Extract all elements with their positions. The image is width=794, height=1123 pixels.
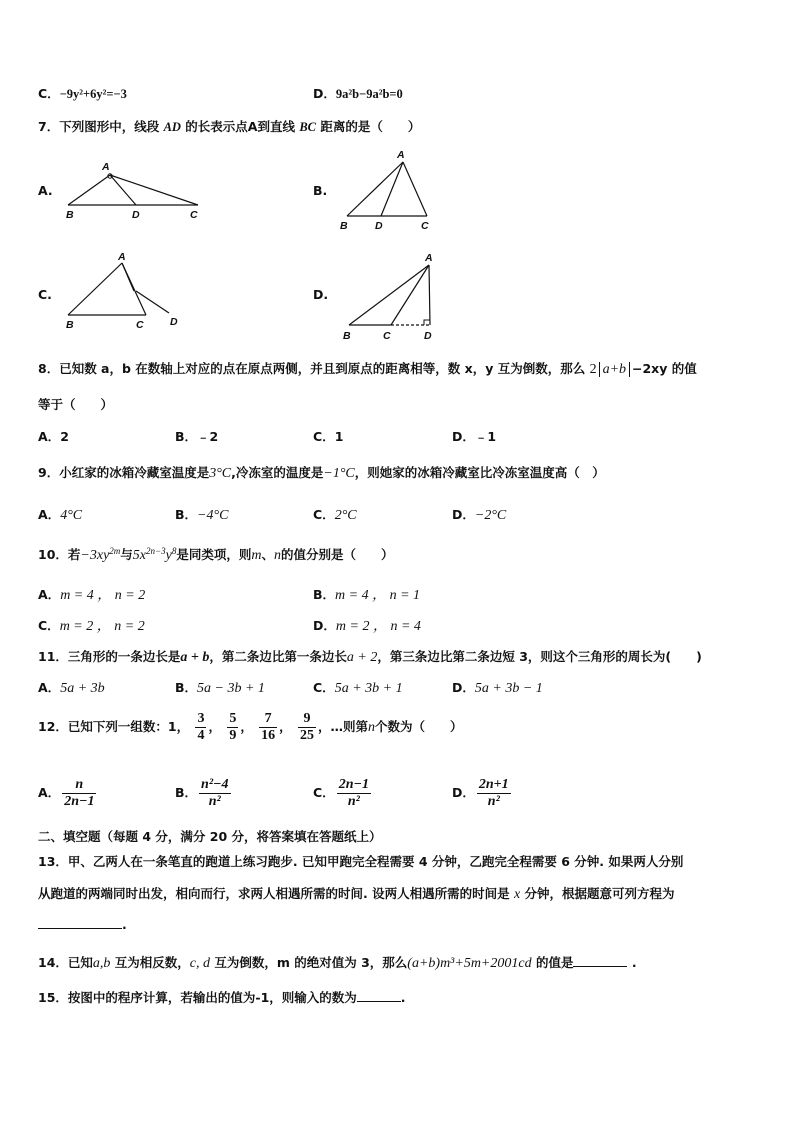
q12-option-d: D． $\frac{2n+1}{\text{n²}}$ xyxy=(452,777,509,809)
q7-figure-c xyxy=(60,250,190,335)
fig-c-label-d: D xyxy=(170,316,178,328)
q8-option-b: B．﹣2 xyxy=(175,429,219,444)
q15-answer-blank[interactable] xyxy=(357,989,401,1002)
fig-a-label-a: A xyxy=(102,161,110,173)
q12-frac-2: $\frac{5}{9}$ xyxy=(229,711,237,743)
fig-c-label-c: C xyxy=(136,319,144,331)
fig-c-label-a: A xyxy=(118,251,126,263)
fig-b-label-c: C xyxy=(421,220,429,232)
q7-figure-d xyxy=(335,248,450,343)
q12-option-a: A． $\frac{n}{2n-1}$ xyxy=(38,777,95,809)
q10-option-d: D．m = 2 ， n = 4 xyxy=(313,618,421,634)
fig-d-label-b: B xyxy=(343,330,351,342)
fig-d-label-d: D xyxy=(424,330,432,342)
q11-option-d: D．5a + 3b − 1 xyxy=(452,680,543,696)
q7-figure-a xyxy=(60,155,210,225)
q7-label-c: C. xyxy=(38,287,52,302)
fig-b-label-d: D xyxy=(375,220,383,232)
q11-option-c: C．5a + 3b + 1 xyxy=(313,680,403,696)
q15-stem: 15．按图中的程序计算，若输出的值为-1，则输入的数为 . xyxy=(38,990,406,1005)
q9-stem: 9．小红家的冰箱冷藏室温度是3°C,冷冻室的温度是−1°C，则她家的冰箱冷藏室比冷冻室温度高（ ） xyxy=(38,465,605,481)
q12-stem: 12．已知下列一组数：1， $\frac{3}{4}$ ， $\frac{5}{9}$ ， $\frac{7}{16}$ ， $\frac{9}{25}$ ，…则第n个数为（ ） xyxy=(38,711,463,743)
q8-stem-cont: 等于（ ） xyxy=(38,397,114,412)
q13-answer-blank[interactable] xyxy=(38,916,122,929)
q10-stem: 10．若$-3xy^{2m}$与$5x^{2n-3}y^8$是同类项，则m、n的值分别是（ ） xyxy=(38,545,394,563)
fig-d-label-c: C xyxy=(383,330,391,342)
q11-option-a: A．5a + 3b xyxy=(38,680,105,696)
q10-option-c: C．m = 2 ， n = 2 xyxy=(38,618,145,634)
q14-stem: 14．已知a,b 互为相反数，c, d 互为倒数，m 的绝对值为 3，那么(a+b)m³+5m+2001cd 的值是 . xyxy=(38,955,637,971)
q11-stem: 11．三角形的一条边长是a + b，第二条边比第一条边长a + 2，第三条边比第二条边短 3，则这个三角形的周长为( ) xyxy=(38,649,702,665)
q12-frac-1: $\frac{3}{4}$ xyxy=(197,711,205,743)
q8-stem: 8．已知数 a，b 在数轴上对应的点在原点两侧，并且到原点的距离相等，数 x，y 互为倒数，那么 2 a+b −2xy 的值 xyxy=(38,361,697,377)
q11-option-b: B．5a − 3b + 1 xyxy=(175,680,265,696)
q7-label-a: A. xyxy=(38,183,53,198)
fig-a-label-b: B xyxy=(66,209,74,221)
q6-option-d: D．9a²b−9a²b=0 xyxy=(313,86,403,101)
q12-option-c: C． $\frac{2n-1}{\text{n²}}$ xyxy=(313,777,369,809)
fig-b-label-a: A xyxy=(397,149,405,161)
q8-option-c: C．1 xyxy=(313,429,344,444)
q10-option-a: A．m = 4 ， n = 2 xyxy=(38,587,146,603)
q9-option-b: B．−4°C xyxy=(175,507,229,523)
fig-d-label-a: A xyxy=(425,252,433,264)
q9-option-a: A．4°C xyxy=(38,507,83,523)
q13-line1: 13．甲、乙两人在一条笔直的跑道上练习跑步. 已知甲跑完全程需要 4 分钟，乙跑完全程需要 6 分钟. 如果两人分别 xyxy=(38,854,684,869)
q12-frac-4: $\frac{9}{25}$ xyxy=(300,711,315,743)
q9-option-d: D．−2°C xyxy=(452,507,507,523)
q8-option-a: A．2 xyxy=(38,429,69,444)
fig-a-label-d: D xyxy=(132,209,140,221)
q13-line2: 从跑道的两端同时出发，相向而行，求两人相遇所需的时间. 设两人相遇所需的时间是 x 分钟，根据题意可列方程为 xyxy=(38,886,675,902)
q7-stem: 7．下列图形中，线段 AD 的长表示点A到直线 BC 距离的是（ ） xyxy=(38,119,421,134)
q7-figure-b xyxy=(335,145,445,235)
q7-label-d: D. xyxy=(313,287,329,302)
q8-option-d: D．﹣1 xyxy=(452,429,497,444)
fig-a-label-c: C xyxy=(190,209,198,221)
q7-label-b: B. xyxy=(313,183,328,198)
q14-answer-blank[interactable] xyxy=(573,954,627,967)
q9-option-c: C．2°C xyxy=(313,507,357,523)
fig-c-label-b: B xyxy=(66,319,74,331)
q10-option-b: B．m = 4 ， n = 1 xyxy=(313,587,421,603)
section2-title: 二、填空题（每题 4 分，满分 20 分，将答案填在答题纸上） xyxy=(38,829,382,844)
q6-option-c: C．−9y²+6y²=−3 xyxy=(38,86,127,101)
fig-b-label-b: B xyxy=(340,220,348,232)
q12-frac-3: $\frac{7}{16}$ xyxy=(261,711,276,743)
q13-answer-line: . xyxy=(38,916,127,932)
q12-option-b: B． $\frac{\text{n²−4}}{\text{n²}}$ xyxy=(175,777,229,809)
